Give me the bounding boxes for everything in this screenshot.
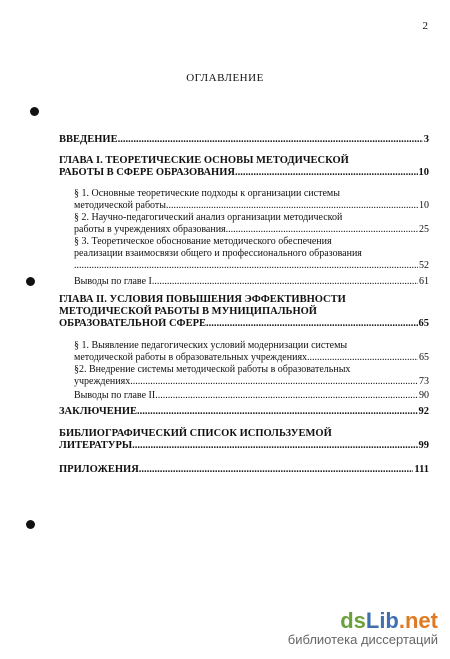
toc-entry-label: § 1. Основные теоретические подходы к организации системы [74,188,340,199]
toc-entry-section [74,188,429,212]
toc-entry-label: ЛИТЕРАТУРЫ ..... [59,440,418,452]
toc-entry-label: ЗАКЛЮЧЕНИЕ ..... [59,406,418,418]
toc-page-number: 65 [419,352,429,363]
toc-entry-final-conclusion [59,406,429,418]
toc-entry-label: работы в учреждениях образования ..... [74,224,418,236]
toc-entry-label: § 1. Выявление педагогических условий модернизации системы [74,340,348,351]
toc-page-number: 10 [418,167,429,178]
toc-entry-label: методической работы в образовательных учреждениях. ..... [74,352,418,364]
toc-entry-section [74,236,429,272]
punch-hole [30,107,39,116]
toc-entry-label: ВВЕДЕНИЕ ..... [59,134,423,146]
toc-entry-label: ГЛАВА II. УСЛОВИЯ ПОВЫШЕНИЯ ЭФФЕКТИВНОСТИ [59,294,346,305]
watermark-brand: dsLib.net [340,608,438,633]
toc-entry-label: МЕТОДИЧЕСКОЙ РАБОТЫ В МУНИЦИПАЛЬНОЙ [59,306,317,317]
toc-entry-conclusion-ch2 [74,390,429,402]
toc-entry-intro [59,134,429,146]
toc-leader [74,260,418,272]
toc-page-number: 61 [419,276,429,287]
toc-page-number: 10 [419,200,429,211]
toc-entry-section [74,364,429,388]
toc-entry-label: §2. Внедрение системы методической работы в образовательных [74,364,351,375]
toc-entry-label: учреждениях ..... [74,376,418,388]
toc-entry-chapter1 [59,155,429,179]
toc-entry-bibliography [59,428,429,452]
toc-entry-chapter2 [59,294,429,330]
toc-page-number: 3 [423,134,429,145]
toc-entry-label: § 2. Научно-педагогический анализ организации методической [74,212,343,223]
watermark-subtitle: библиотека диссертаций [287,632,438,647]
toc-entry-conclusion-ch1 [74,276,429,288]
toc-entry-label: Выводы по главе I ..... [74,276,418,288]
page-number: 2 [422,20,428,32]
toc-entry-section [74,212,429,236]
toc-page-number: 52 [419,260,429,271]
toc-entry-label: РАБОТЫ В СФЕРЕ ОБРАЗОВАНИЯ ..... [59,167,418,179]
toc-entry-label: ГЛАВА I. ТЕОРЕТИЧЕСКИЕ ОСНОВЫ МЕТОДИЧЕСКОЙ [59,155,349,166]
toc-entry-section [74,340,429,364]
punch-hole [26,277,35,286]
toc-entry-label: Выводы по главе II ..... [74,390,418,402]
punch-hole [26,520,35,529]
toc-entry-label: БИБЛИОГРАФИЧЕСКИЙ СПИСОК ИСПОЛЬЗУЕМОЙ [59,428,332,439]
toc-page-number: 92 [418,406,429,417]
toc-entry-label: ОБРАЗОВАТЕЛЬНОЙ СФЕРЕ. ..... [59,318,418,330]
toc-entry-label: § 3. Теоретическое обоснование методического обеспечения [74,236,332,247]
toc-entry-label: ПРИЛОЖЕНИЯ ..... [59,464,413,476]
toc-entry-label: методической работы ..... [74,200,418,212]
toc-page-number: 99 [418,440,429,451]
toc-page-number: 111 [414,464,429,475]
toc-page-number: 65 [418,318,429,329]
toc-entry-label: реализации взаимосвязи общего и профессионального образования [74,248,362,259]
toc-page-number: 90 [419,390,429,401]
toc-page-number: 25 [419,224,429,235]
toc-page-number: 73 [419,376,429,387]
toc-entry-appendix [59,464,429,476]
toc-heading: ОГЛАВЛЕНИЕ [186,72,264,84]
watermark-logo [288,610,438,647]
